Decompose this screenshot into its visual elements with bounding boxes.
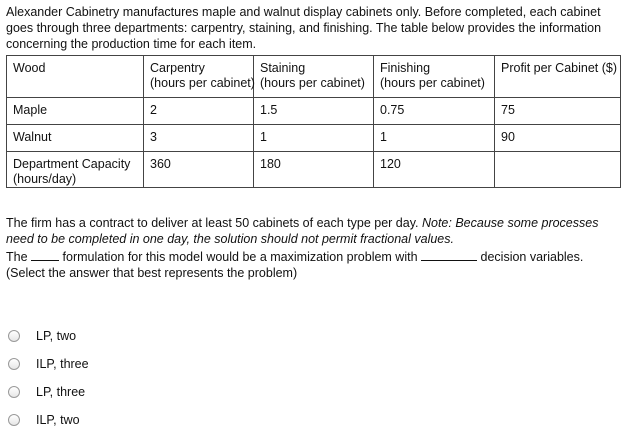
table-cell: 360 — [144, 152, 254, 188]
option-lp-two[interactable] — [8, 322, 89, 350]
blank-1 — [31, 248, 59, 261]
table-cell: 1 — [254, 125, 374, 152]
option-ilp-two[interactable] — [8, 406, 89, 434]
instruction-text: (Select the answer that best represents the problem) — [6, 266, 298, 280]
table-row — [7, 152, 621, 188]
radio-button[interactable] — [8, 358, 20, 370]
table-header-row — [7, 56, 621, 98]
header-carpentry: Carpentry (hours per cabinet) — [144, 56, 254, 98]
contract-paragraph — [6, 215, 620, 247]
header-wood: Wood — [7, 56, 144, 98]
table-cell: 120 — [374, 152, 495, 188]
header-finishing: Finishing (hours per cabinet) — [374, 56, 495, 98]
table-cell: 1 — [374, 125, 495, 152]
table-cell: Maple — [7, 98, 144, 125]
header-staining: Staining (hours per cabinet) — [254, 56, 374, 98]
production-table — [6, 55, 621, 188]
table-cell: 2 — [144, 98, 254, 125]
option-label: LP, two — [36, 329, 77, 343]
answer-options — [8, 322, 89, 434]
contract-text: The firm has a contract to deliver at least 50 cabinets of each type per day. — [6, 216, 419, 230]
option-label: ILP, three — [36, 357, 89, 371]
option-lp-three[interactable] — [8, 378, 89, 406]
radio-button[interactable] — [8, 414, 20, 426]
table-cell: Walnut — [7, 125, 144, 152]
question-statement: The formulation for this model would be a maximization problem with decision variables. (Select the answer that best represents the problem) — [6, 250, 584, 280]
option-label: LP, three — [36, 385, 86, 399]
table-row — [7, 98, 621, 125]
table-cell — [495, 152, 621, 188]
option-label: ILP, two — [36, 413, 80, 427]
table-cell: 75 — [495, 98, 621, 125]
table-cell: 180 — [254, 152, 374, 188]
table-cell: 0.75 — [374, 98, 495, 125]
blank-2 — [421, 248, 477, 261]
table-cell: 90 — [495, 125, 621, 152]
note-text: Note: Because some processes need to be completed in one day, the solution should not permit fractional values. — [6, 216, 599, 246]
radio-button[interactable] — [8, 386, 20, 398]
table-cell: Department Capacity (hours/day) — [7, 152, 144, 188]
radio-button[interactable] — [8, 330, 20, 342]
header-profit: Profit per Cabinet ($) — [495, 56, 621, 98]
table-row — [7, 125, 621, 152]
table-cell: 1.5 — [254, 98, 374, 125]
option-ilp-three[interactable] — [8, 350, 89, 378]
question-intro: Alexander Cabinetry manufactures maple and walnut display cabinets only. Before completed, each cabinet goes through three departments: carpentry, staining, and finishing. The table below provides the information concerning the production time for each item. — [6, 5, 602, 51]
table-cell: 3 — [144, 125, 254, 152]
